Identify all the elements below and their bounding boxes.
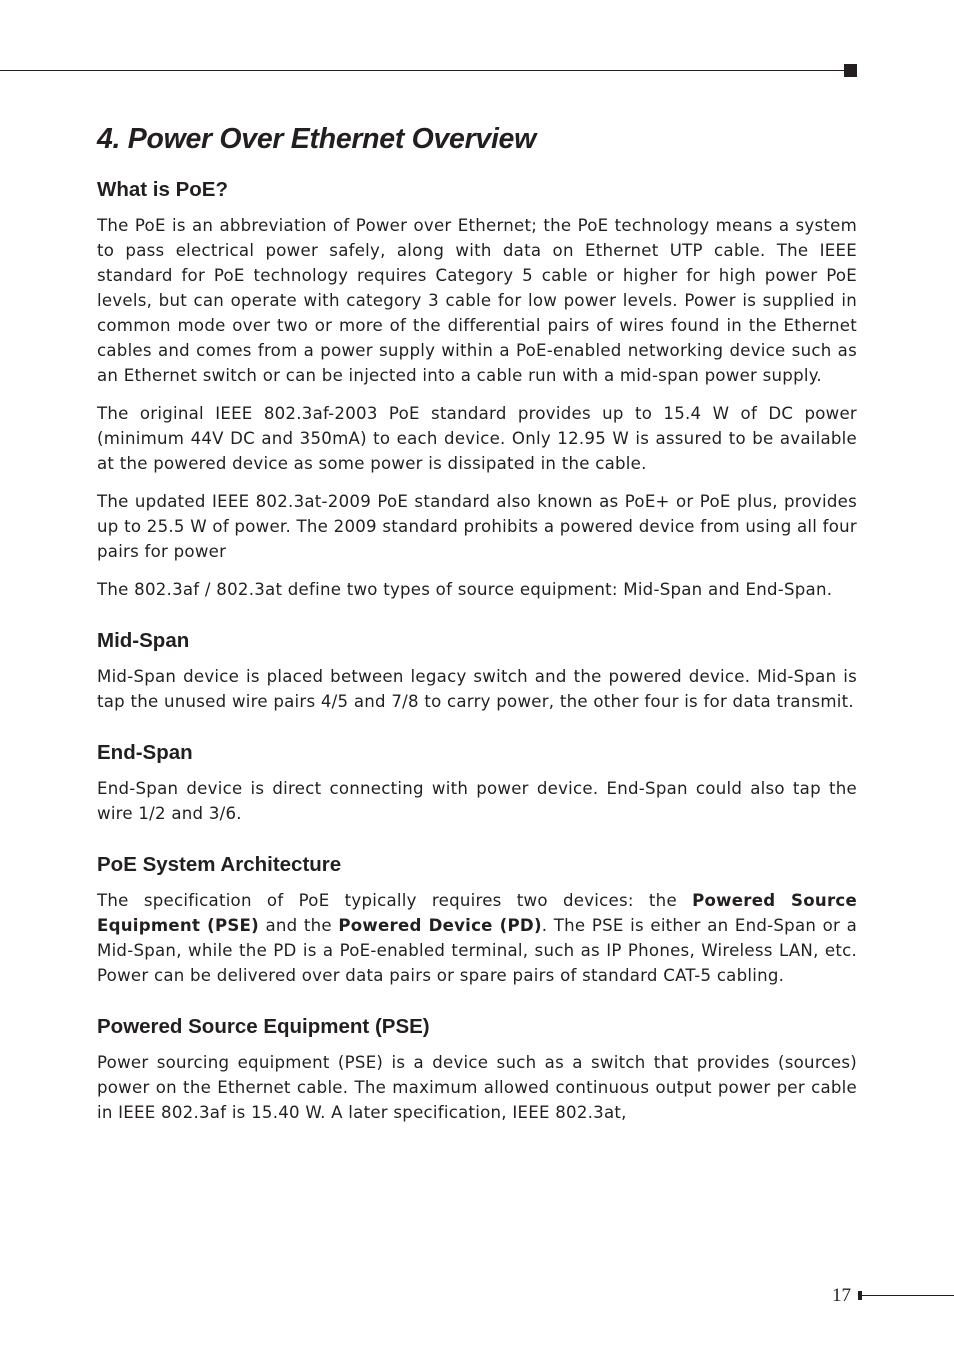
heading-mid-span: Mid-Span (97, 629, 190, 652)
paragraph-source-types: The 802.3af / 802.3at define two types of source equipment: Mid-Span and End-Span. (97, 580, 833, 599)
chapter-title: 4. Power Over Ethernet Overview (97, 123, 536, 155)
paragraph-pse: Power sourcing equipment (PSE) is a device such as a switch that provides (sources) power on the Ethernet cable. The maximum allowed continuous output power per cable in IEEE 802.3af is 15.40 W. A later specification, IEEE 802.3at, (97, 1053, 857, 1122)
architecture-text-1: The specification of PoE typically requires two devices: the (97, 891, 693, 910)
architecture-text-3: . The PSE is either an End-Span or a Mid-Span, while the PD is a PoE-enabled terminal, such as IP Phones, Wireless LAN, etc. Power can be delivered over data pairs or spare pairs of standard CAT-5 cabling. (97, 916, 857, 985)
header-rule (0, 70, 846, 71)
footer-rule (862, 1295, 954, 1296)
paragraph-802-3at: The updated IEEE 802.3at-2009 PoE standard also known as PoE+ or PoE plus, provides up to 25.5 W of power. The 2009 standard prohibits a powered device from using all four pairs for power (97, 492, 858, 561)
paragraph-mid-span: Mid-Span device is placed between legacy switch and the powered device. Mid-Span is tap the unused wire pairs 4/5 and 7/8 to carry power, the other four is for data transmit. (97, 667, 857, 711)
heading-what-is-poe: What is PoE? (97, 178, 228, 201)
heading-poe-system-architecture: PoE System Architecture (97, 853, 342, 876)
paragraph-802-3af: The original IEEE 802.3af-2003 PoE standard provides up to 15.4 W of DC power (minimum 44V DC and 350mA) to each device. Only 12.95 W is assured to be available at the powered device as some power is dissipated in the cable. (97, 404, 857, 473)
paragraph-end-span: End-Span device is direct connecting with power device. End-Span could also tap the wire 1/2 and 3/6. (97, 779, 857, 823)
paragraph-poe-definition: The PoE is an abbreviation of Power over Ethernet; the PoE technology means a system to pass electrical power safely, along with data on Ethernet UTP cable. The IEEE standard for PoE technology requires Category 5 cable or higher for high power PoE levels, but can operate with category 3 cable for low power levels. Power is supplied in common mode over two or more of the differential pairs of wires found in the Ethernet cables and comes from a power supply within a PoE-enabled networking device such as an Ethernet switch or can be injected into a cable run with a mid-span power supply. (97, 216, 857, 385)
header-square-marker (844, 64, 857, 77)
page-number: 17 (832, 1285, 851, 1306)
page-content (97, 118, 857, 1125)
paragraph-architecture (97, 888, 857, 988)
heading-pse: Powered Source Equipment (PSE) (97, 1015, 430, 1038)
architecture-bold-pse: Powered Source Equipment (PSE) (97, 891, 857, 935)
architecture-text-2: and the (258, 916, 339, 935)
heading-end-span: End-Span (97, 741, 193, 764)
architecture-bold-pd: Powered Device (PD) (338, 916, 542, 935)
